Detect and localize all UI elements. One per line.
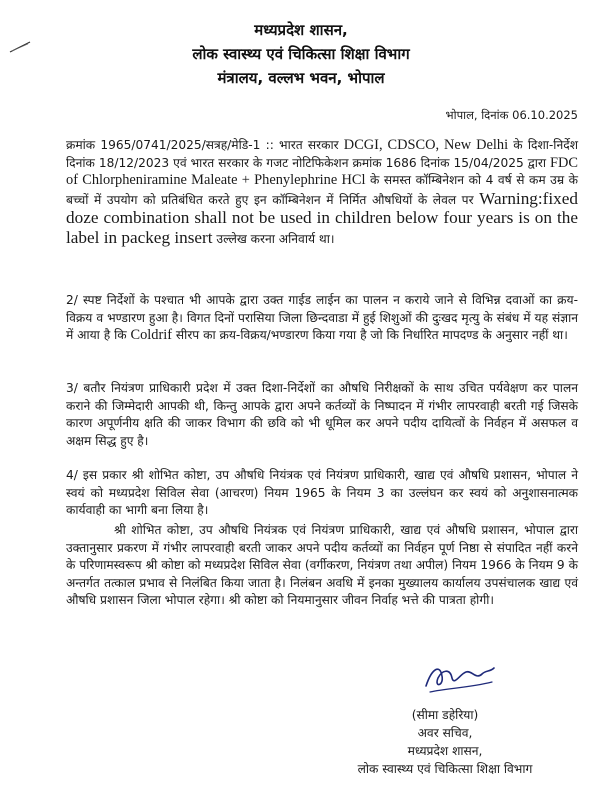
dateline-date: 06.10.2025	[512, 108, 578, 122]
paragraph-4: 4/ इस प्रकार श्री शोभित कोष्टा, उप औषधि नियंत्रक एवं नियंत्रण प्राधिकारी, खाद्य एवं औषधि प्रशासन, भोपाल ने स्वयं को मध्यप्रदेश सिविल सेवा (आचरण) नियम 1965 के नियम 3 का उल्लंघन कर स्वयं को अनुशासनात्मक कार्यवाही का भागी बना लिया है।	[66, 468, 578, 517]
para1-text-c: के समस्त कॉम्बिनेशन को 4 वर्ष से कम उम्र के बच्चों में उपयोग को प्रतिबंधित करते हुए इन कॉम्बिनेशन में निर्मित औषधियों के लेवल पर	[66, 173, 578, 207]
dateline-place: भोपाल, दिनांक	[445, 108, 509, 122]
paragraph-2	[66, 292, 578, 345]
para2-text-a: 2/ स्पष्ट निर्देशों के पश्चात भी आपके द्वारा उक्त गाईड लाईन का पालन न कराये जाने से विभिन्न दवाओं का क्रय-विक्रय व भण्डारण हुआ है। विगत दिनों परासिया जिला छिन्दवाडा में हुई शिशुओं की दुःखद मृत्यु के संबंध में यह संज्ञान में आया है कि	[66, 293, 578, 342]
para1-text-b: के दिशा-निर्देश दिनांक 18/12/2023 एवं भारत सरकार के गजट नोटिफिकेशन क्रमांक 1686 दिनांक 15/04/2025 द्वारा	[66, 138, 578, 170]
header-line-department: लोक स्वास्थ्य एवं चिकित्सा शिक्षा विभाग	[192, 45, 410, 63]
paragraph-5: श्री शोभित कोष्टा, उप औषधि नियंत्रक एवं नियंत्रण प्राधिकारी, खाद्य एवं औषधि प्रशासन, भोपाल द्वारा उक्तानुसार प्रकरण में गंभीर लापरवाही बरती जाकर अपने पदीय कर्तव्यों का निर्वहन पूर्ण निष्ठा से संपादित नहीं करने के परिणामस्वरूप श्री कोष्टा को मध्यप्रदेश सिविल सेवा (वर्गीकरण, नियंत्रण तथा अपील) नियम 1966 के नियम 9 के अन्तर्गत तत्काल प्रभाव से निलंबित किया जाता है। निलंबन अवधि में इनका मुख्यालय कार्यालय उपसंचालक खाद्य एवं औषधि प्रशासन जिला भोपाल रहेगा। श्री कोष्टा को नियमानुसार जीवन निर्वाह भत्ते की पात्रता होगी।	[66, 523, 578, 607]
signatory-department: लोक स्वास्थ्य एवं चिकित्सा शिक्षा विभाग	[357, 762, 533, 776]
signatory-government: मध्यप्रदेश शासन,	[407, 744, 483, 758]
signatory-name: (सीमा डहेरिया)	[411, 708, 479, 722]
dateline	[0, 108, 578, 123]
paragraph-1	[66, 137, 578, 248]
para1-text-a: क्रमांक 1965/0741/2025/सत्रह/मेडि-1 :: भारत सरकार	[66, 138, 344, 152]
para2-text-b: सीरप का क्रय-विक्रय/भण्डारण किया गया है जो कि निर्धारित मापदण्ड के अनुसार नहीं था।	[172, 328, 568, 342]
paragraph-3: 3/ बतौर नियंत्रण प्राधिकारी प्रदेश में उक्त दिशा-निर्देशों का औषधि निरीक्षकों के साथ उचित पर्यवेक्षण कर पालन कराने की जिम्मेदारी आपकी थी, किन्तु आपके द्वारा अपने कर्तव्यों के निष्पादन में गंभीर लापरवाही बरती गई जिसके कारण अपूर्णनीय क्षति की जाकर विभाग की छवि को भी धूमिल कर अपने पदीय दायित्वों के निर्वहन में असफल व अक्षम सिद्ध हुए है।	[66, 381, 578, 448]
header-line-address: मंत्रालय, वल्लभ भवन, भोपाल	[217, 69, 385, 87]
signatory-designation: अवर सचिव,	[417, 726, 473, 740]
para1-agencies: DCGI, CDSCO, New Delhi	[343, 137, 509, 153]
para2-syrup-name: Coldrif	[130, 327, 173, 343]
para1-text-d: उल्लेख करना अनिवार्य था।	[212, 231, 335, 246]
signature-icon	[420, 658, 498, 698]
header-line-government: मध्यप्रदेश शासन,	[254, 21, 348, 39]
para1-drug-combination: FDC of Chlorpheniramine Maleate + Phenylephrine HCl	[66, 154, 578, 188]
para1-warning-text: Warning:fixed doze combination shall not be used in children below four years is on the label in packeg insert	[66, 188, 578, 247]
